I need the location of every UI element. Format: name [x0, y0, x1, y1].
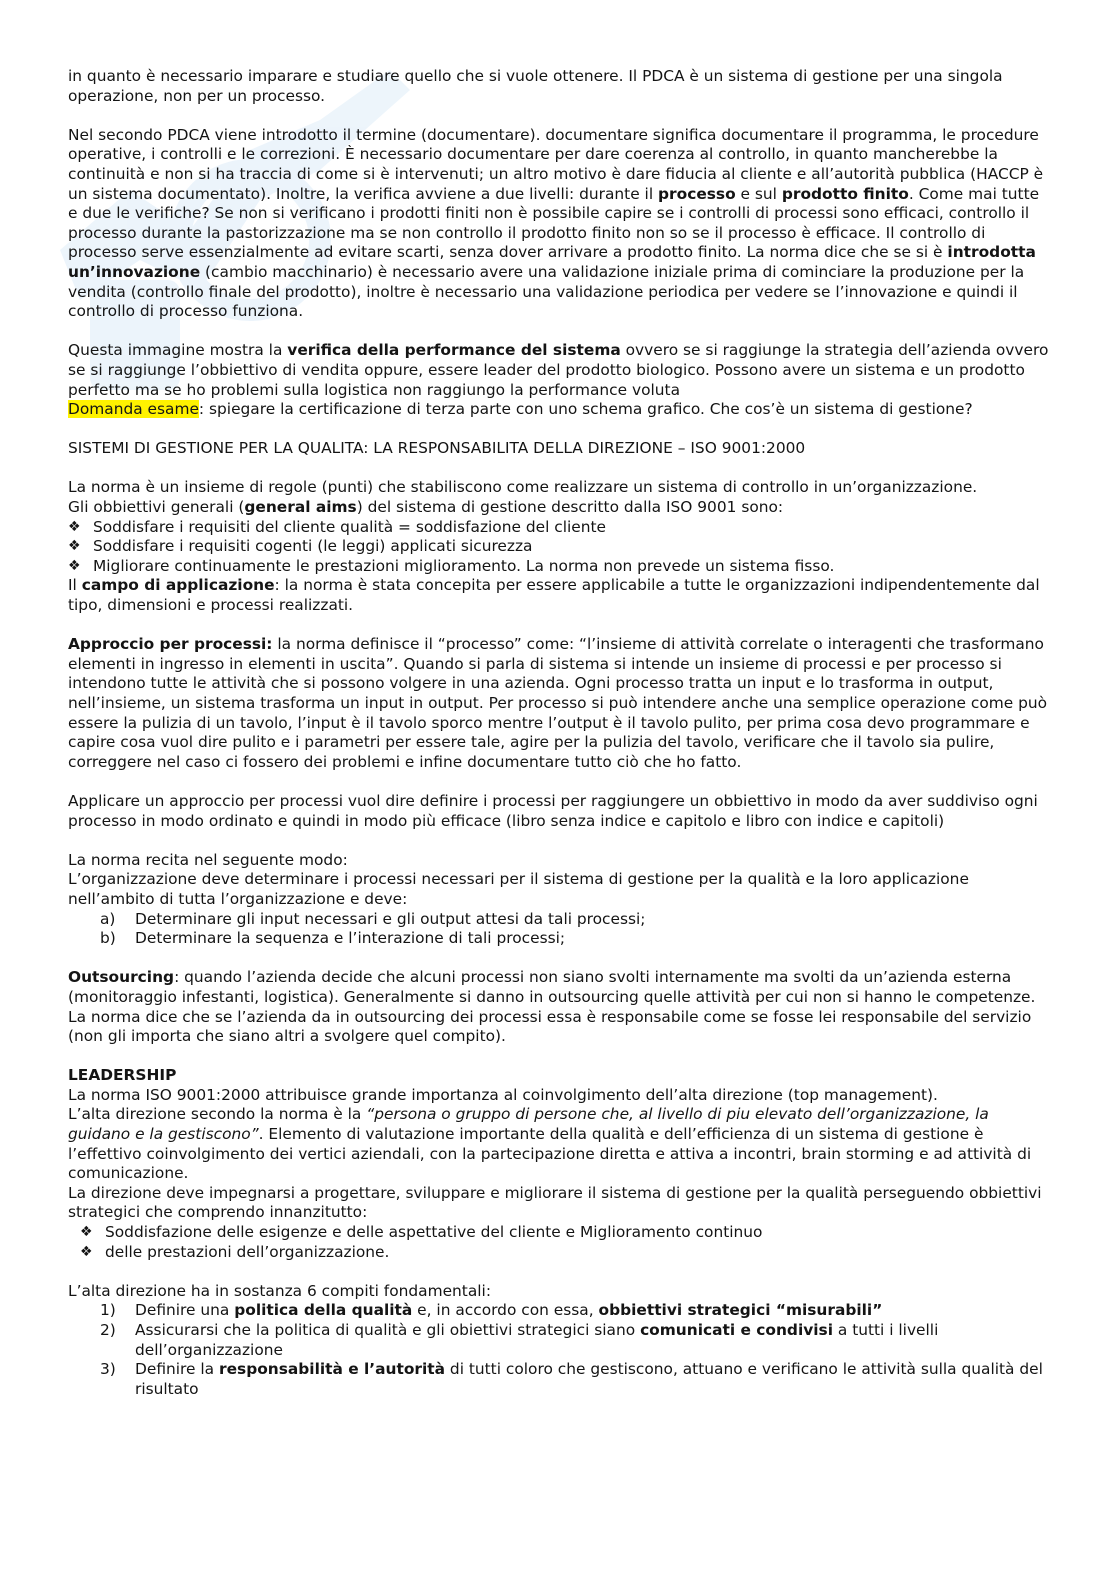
- list-item: 3) Definire la responsabilità e l’autorità di tutti coloro che gestiscono, attuano e verificano le attività sulla qualità del risultato: [100, 1360, 1043, 1398]
- list-item: ❖ Soddisfare i requisiti cogenti (le leggi) applicati sicurezza: [68, 537, 533, 556]
- section-heading-leadership: LEADERSHIP: [68, 1066, 177, 1085]
- highlight-exam: Domanda esame: [68, 400, 199, 419]
- list-item: 1) Definire una politica della qualità e, in accordo con essa, obbiettivi strategici “misurabili”: [100, 1301, 883, 1320]
- paragraph-norma-recita: La norma recita nel seguente modo:: [68, 850, 348, 869]
- paragraph-norma: La norma è un insieme di regole (punti) che stabiliscono come realizzare un sistema di controllo in un’organizzazione.: [68, 478, 978, 497]
- paragraph-campo-applicazione: Il campo di applicazione: la norma è stata concepita per essere applicabile a tutte le organizzazioni indipendentemente dal tipo, dimensioni e processi realizzati.: [68, 576, 1040, 615]
- paragraph-top-management: La norma ISO 9001:2000 attribuisce grande importanza al coinvolgimento dell’alta direzione (top management).: [68, 1085, 938, 1104]
- paragraph-organizzazione: L’organizzazione deve determinare i processi necessari per il sistema di gestione per la qualità e la loro applicazione nell’ambito di tutta l’organizzazione e deve:: [68, 870, 969, 908]
- list-item: ❖ Soddisfare i requisiti del cliente qualità = soddisfazione del cliente: [68, 517, 606, 536]
- document-page: [68, 67, 1053, 1399]
- paragraph-pdca-intro: in quanto è necessario imparare e studiare quello che si vuole ottenere. Il PDCA è un sistema di gestione per una singola operazione, non per un processo.: [68, 67, 1003, 105]
- paragraph-applicare-approccio: Applicare un approccio per processi vuol dire definire i processi per raggiungere un obbiettivo in modo da aver suddiviso ogni processo in modo ordinato e quindi in modo più efficace (libro senza indice e capitolo e libro con indice e capitoli): [68, 791, 1038, 830]
- list-item: ❖ Migliorare continuamente le prestazioni miglioramento. La norma non prevede un sistema fisso.: [68, 556, 835, 575]
- paragraph-alta-direzione: L’alta direzione secondo la norma è la “persona o gruppo di persone che, al livello di piu elevato dell’organizzazione, la guidano e la gestiscono”. Elemento di valutazione importante della qualità e dell’efficienza di un sistema di gestione è l’effettivo coinvolgimento dei vertici aziendali, con la partecipazione diretta e attiva a incontri, brain storming e ad attività di comunicazione.: [68, 1105, 1032, 1183]
- list-item: a) Determinare gli input necessari e gli output attesi da tali processi;: [100, 909, 646, 928]
- diamond-bullet-icon: ❖: [68, 518, 81, 535]
- paragraph-exam-question: Domanda esame: spiegare la certificazione di terza parte con uno schema grafico. Che cos’è un sistema di gestione?: [68, 400, 973, 419]
- list-item: ❖ Soddisfazione delle esigenze e delle aspettative del cliente e Miglioramento continuo: [80, 1223, 763, 1242]
- paragraph-direzione-impegno: La direzione deve impegnarsi a progettare, sviluppare e migliorare il sistema di gestione per la qualità perseguendo obbiettivi strategici che comprendo innanzitutto:: [68, 1183, 1042, 1222]
- paragraph-general-aims: Gli obbiettivi generali (general aims) del sistema di gestione descritto dalla ISO 9001 sono:: [68, 498, 784, 517]
- paragraph-compiti: L’alta direzione ha in sostanza 6 compiti fondamentali:: [68, 1281, 492, 1300]
- diamond-bullet-icon: ❖: [68, 557, 81, 574]
- diamond-bullet-icon: ❖: [80, 1224, 93, 1241]
- list-item: b) Determinare la sequenza e l’interazione di tali processi;: [100, 929, 566, 948]
- list-item: ❖ delle prestazioni dell’organizzazione.: [80, 1242, 390, 1261]
- paragraph-approccio-processi: Approccio per processi: la norma definisce il “processo” come: “l’insieme di attività correlate o interagenti che trasformano elementi in ingresso in elementi in uscita”. Quando si parla di sistema si intende un insieme di processi e per processo si intendono tutte le attività che si possono volgere in una azienda. Ogni processo tratta un input e lo trasforma in output, nell’insieme, un sistema trasforma un input in output. Per processo si può intendere anche una semplice operazione come può essere la pulizia di un tavolo, l’input è il tavolo sporco mentre l’output è il tavolo pulito, per prima cosa devo programmare e capire cosa vuol dire pulito e i parametri per essere tale, agire per la pulizia del tavolo, verificare che il tavolo sia pulire, correggere nel caso ci fossero dei problemi e infine documentare tutto ciò che ho fatto.: [68, 635, 1048, 771]
- section-heading-iso9001: SISTEMI DI GESTIONE PER LA QUALITA: LA RESPONSABILITA DELLA DIREZIONE – ISO 9001:2000: [68, 439, 806, 458]
- paragraph-performance: Questa immagine mostra la verifica della performance del sistema ovvero se si raggiunge la strategia dell’azienda ovvero se si raggiunge l’obbiettivo di vendita oppure, essere leader del prodotto biologico. Possono avere un sistema e un prodotto perfetto ma se ho problemi sulla logistica non raggiungo la performance voluta: [68, 341, 1049, 399]
- paragraph-second-pdca: Nel secondo PDCA viene introdotto il termine (documentare). documentare significa documentare il programma, le procedure operative, i controlli e le correzioni. È necessario documentare per dare coerenza al controllo, in quanto mancherebbe la continuità e non si ha traccia di come si è intervenuti; un altro motivo è dare fiducia al cliente e all’autorità pubblica (HACCP è un sistema documentato). Inoltre, la verifica avviene a due livelli: durante il processo e sul prodotto finito. Come mai tutte e due le verifiche? Se non si verificano i prodotti finiti non è possibile capire se i controlli di processi sono efficaci, controllo il processo durante la pastorizzazione ma se non controllo il prodotto finito non so se il processo è efficace. Il controllo di processo serve essenzialmente ad evitare scarti, senza dover arrivare a prodotto finito. La norma dice che se si è introdotta un’innovazione (cambio macchinario) è necessario avere una validazione iniziale prima di cominciare la produzione per la vendita (controllo finale del prodotto), inoltre è necessario una validazione periodica per vedere se l’innovazione e quindi il controllo di processo funziona.: [68, 125, 1044, 321]
- paragraph-outsourcing: Outsourcing: quando l’azienda decide che alcuni processi non siano svolti internamente ma svolti da un’azienda esterna (monitoraggio infestanti, logistica). Generalmente si danno in outsourcing quelle attività per cui non si hanno le competenze. La norma dice che se l’azienda da in outsourcing dei processi essa è responsabile come se fosse lei responsabile del servizio (non gli importa che siano altri a svolgere quel compito).: [68, 968, 1036, 1046]
- diamond-bullet-icon: ❖: [80, 1243, 93, 1260]
- list-item: 2) Assicurarsi che la politica di qualità e gli obiettivi strategici siano comunicati e condivisi a tutti i livelli dell’organizzazione: [100, 1321, 939, 1359]
- diamond-bullet-icon: ❖: [68, 538, 81, 555]
